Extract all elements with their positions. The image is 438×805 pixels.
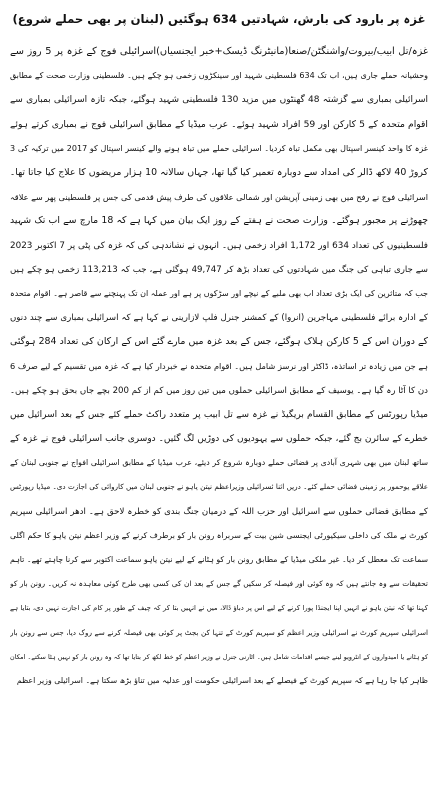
article-line: کے ادارہ برائے فلسطینی مہاجرین (انروا) کے کمشنر جنرل فلپ لازارینی نے کہا ہے کہ اسرائیلی بمباری سے چند دنوں [10, 313, 428, 324]
article-line: میڈیا رپورٹس کے مطابق القسام بریگیڈ نے غزہ سے تل ابیب پر متعدد راکٹ حملے کئے جس کے بعد اسرائیل میں [10, 409, 428, 420]
article-line: چھوڑنے پر مجبور ہوگئے۔ وزارت صحت نے ہفتے کے روز ایک بیان میں کہا ہے کہ 18 مارچ سے اب تک شہید [10, 215, 428, 227]
article-line: فلسطینیوں کی تعداد 634 اور 1,172 افراد زخمی ہیں۔ انہوں نے نشاندہی کی کہ غزہ کی پٹی پر 7 اکتوبر 2023 [10, 240, 428, 251]
article-line: جب کہ متاثرین کی ایک بڑی تعداد اب بھی ملبے کے نیچے اور سڑکوں پر ہے اور عملہ ان تک پہنچنے سے قاصر ہے۔ اقوام متحدہ [10, 288, 428, 298]
article-line: اسرائیلی فوج نے رفح میں بھی زمینی آپریشن اور شمالی علاقوں کی طرف پیش قدمی کی جس پر فلسطینی پھر سے علاقہ [10, 192, 428, 203]
article-line: کورٹ نے ملک کی داخلی سیکیورٹی ایجنسی شین بیت کے سربراہ رونن بار کو برطرف کرنے کے وزیر اعظم نیتن یاہو کا حکم اگلی [10, 530, 428, 540]
article-line: دن کا آٹا رہ گیا ہے۔ یوسیف کے مطابق اسرائیلی حملوں میں تین روز میں کم از کم 200 بچے جاں بحق ہو چکے ہیں۔ [10, 385, 428, 396]
article-body [10, 40, 428, 693]
article-line: کو ہٹانے یا امیدواروں کے انٹرویو لینے جیسے اقدامات شامل ہیں۔ اٹارنی جنرل نے وزیر اعظم کو خط لکھ کر بتایا تھا کہ وہ رونن بار کو نہیں ہٹا سکتے۔ امکان [10, 652, 428, 661]
article-line: ظاہر کیا جا رہا ہے کہ سپریم کورٹ کے فیصلے کے بعد اسرائیلی حکومت اور عدلیہ میں تناؤ بڑھ سکتا ہے۔ اسرائیلی وزیر اعظم [16, 675, 428, 685]
article-line: ساتھ لبنان میں بھی شہری آبادی پر فضائی حملے دوبارہ شروع کر دیئے، عرب میڈیا کے مطابق اسرائیلی افواج نے جنوبی لبنان کے [10, 458, 428, 468]
article-line: اقوام متحدہ کے 5 کارکن اور 59 افراد شہید ہوئے۔ عرب میڈیا کے مطابق اسرائیلی فوج نے بمباری کرتے ہوئے [10, 118, 428, 130]
article-line: کہنا تھا کہ نیتن یاہو نے انہیں اپنا ایجنڈا پورا کرنے کے لیے اس پر دباؤ ڈالا، میں نے انہیں بتا کر کہ چیف کے طور پر کام کی اجازت نہیں دی، بتایا ہے [10, 604, 428, 613]
article-line: خطرے کے سائرن بج گئے، جبکہ حملوں سے یہودیوں کی دوڑیں لگ گئیں۔ دوسری جانب اسرائیلی فوج نے غزہ کے [10, 434, 428, 444]
article-line: سے جاری تباہی کی جنگ میں شہادتوں کی تعداد بڑھ کر 49,747 ہوگئی ہے، جب کہ 113,213 زخمی ہو چکے ہیں [10, 264, 428, 275]
article-line: غزہ/تل ابیب/بیروت/واشنگٹن/صنعا(مانیٹرنگ ڈیسک+خبر ایجنسیاں)اسرائیلی فوج کے غزہ پر 5 روز سے [10, 46, 428, 57]
article-line: کروڑ 40 لاکھ ڈالر کی امداد سے دوبارہ تعمیر کیا گیا تھا، جہاں سالانہ 10 ہزار مریضوں کا علاج کیا جاتا تھا۔ [10, 166, 428, 178]
article-headline: غزہ پر بارود کی بارش، شہادتیں 634 ہوگئیں (لبنان پر بھی حملے شروع) [12, 12, 426, 26]
article-line: تحقیقات سے وہ جانتے ہیں کہ وہ کوئی اور فیصلہ کر سکیں گے جس کے بعد ان کی کسی بھی طرح کوئی معاہدہ نہ کریں۔ رونن بار کو [10, 579, 428, 589]
article-line: ہے جن میں زیادہ تر اساتذہ، ڈاکٹر اور نرسز شامل ہیں۔ اقوام متحدہ نے خبردار کیا ہے کہ غزہ میں تقسیم کے لیے صرف 6 [10, 361, 428, 372]
article-line: وحشیانہ حملے جاری ہیں، اب تک 634 فلسطینی شہید اور سینکڑوں زخمی ہو چکے ہیں۔ فلسطینی وزارت صحت کے مطابق [10, 71, 428, 81]
article-line: کے مطابق فضائی حملوں سے اسرائیل اور حزب اللہ کے درمیان جنگ بندی کو خطرہ لاحق ہے۔ ادھر اسرائیلی سپریم [10, 506, 428, 517]
article-line: سماعت تک معطل کر دیا۔ غیر ملکی میڈیا کے مطابق رونن بار کو ہٹانے کے لیے نیتن یاہو سماعت اکتوبر سے کرنا چاہتے تھے۔ تاہم [10, 554, 428, 564]
article-line: غزہ کا واحد کینسر اسپتال بھی مکمل تباہ کردیا۔ اسرائیلی حملے میں تباہ ہونے والے کینسر اسپتال کو 2017 میں ترکیہ کی 3 [10, 143, 428, 153]
article-line: علاقے یوحمور پر زمینی فضائی حملے کئے۔ دریں اثنا ئسرائیلی وزیراعظم نیتن یاہو نے جنوبی لبنان میں کاروائی کی اجازت دی۔ میڈیا رپورٹس [10, 482, 428, 492]
article-line: اسرائیلی بمباری سے گزشتہ 48 گھنٹوں میں مزید 130 فلسطینی شہید ہوگئے، جبکہ تازہ اسرائیلی بمباری سے [10, 95, 428, 106]
article-line: اسرائیلی سپریم کورٹ نے اسرائیلی وزیر اعظم کو سپریم کورٹ کے تنہا کن بجٹ پر کوئی بھی فیصلہ کرنے سے روک دیا، جس سے رونن بار [10, 627, 428, 637]
article-line: کے دوران اس کے 5 کارکن ہلاک ہوگئے، جس کے بعد غزہ میں مارے گئے اس کے ارکان کی تعداد 284 ہوگئی [10, 336, 428, 348]
